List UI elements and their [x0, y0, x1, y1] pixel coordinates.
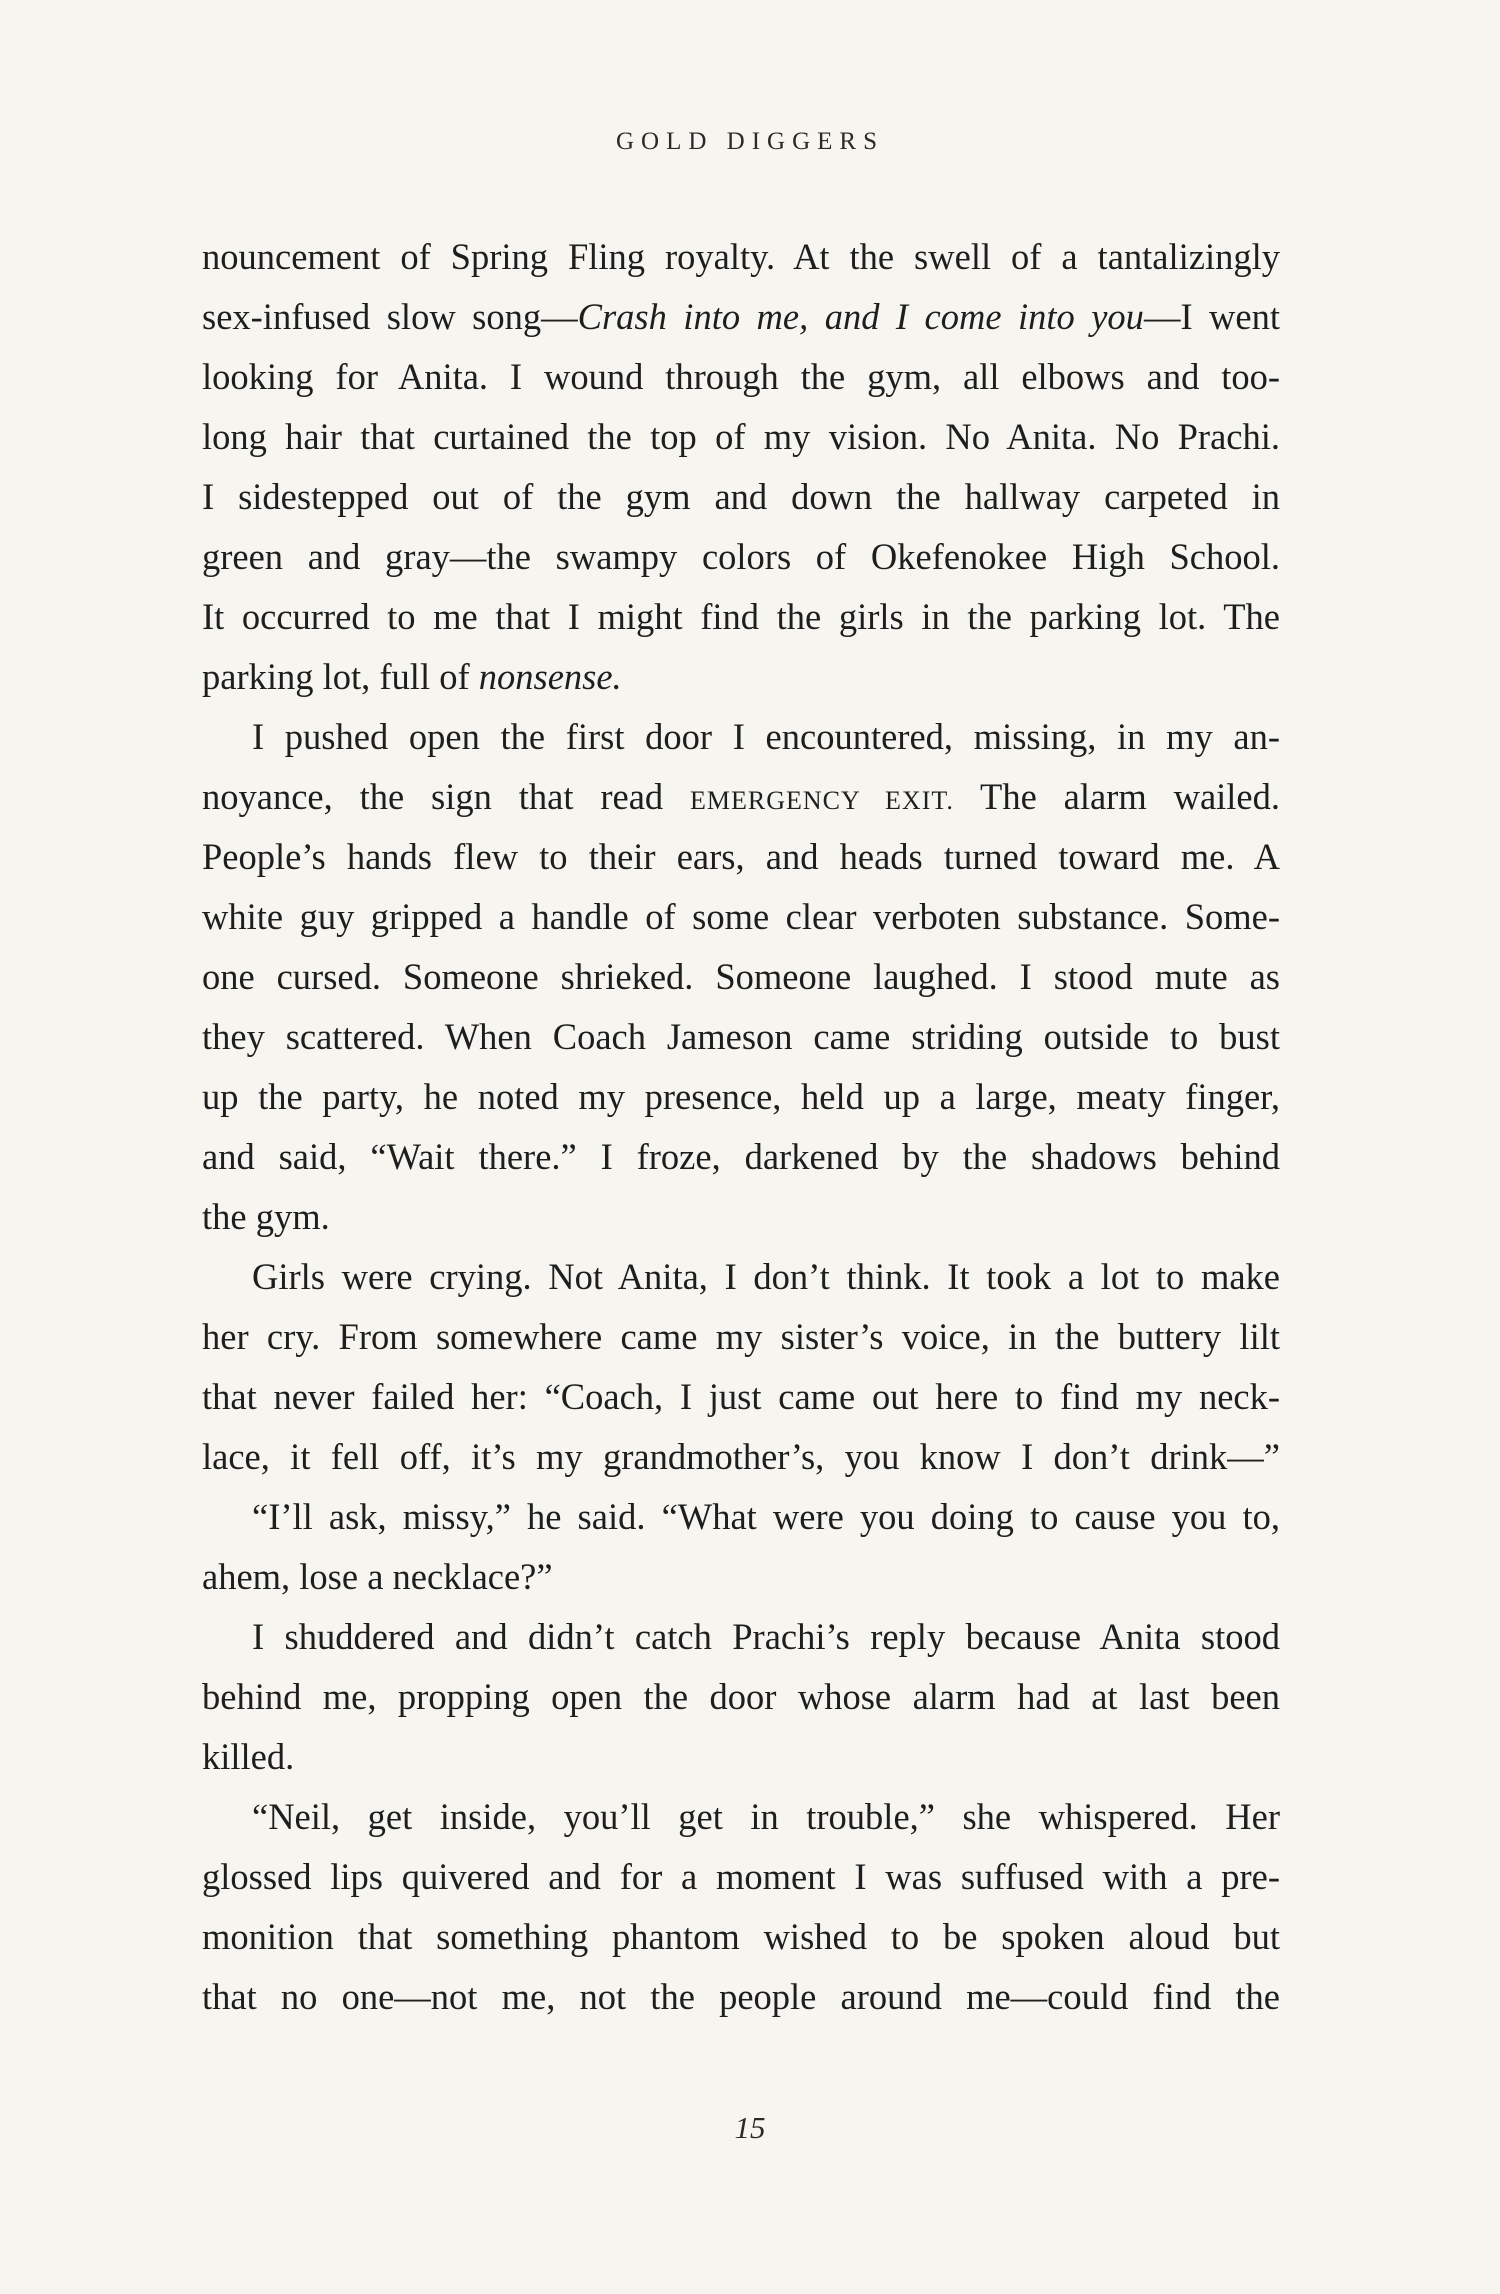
text-line: monition that something phantom wished to be spoken aloud but [202, 1916, 1280, 1957]
text-line: behind me, propping open the door whose alarm had at last been [202, 1676, 1280, 1717]
text-line: I shuddered and didn’t catch Prachi’s reply because Anita stood [252, 1616, 1280, 1657]
italic-word: nonsense. [478, 656, 622, 697]
text-line [202, 292, 1280, 342]
text-line: looking for Anita. I wound through the gym, all elbows and too- [202, 356, 1280, 397]
text-line: the gym. [202, 1196, 330, 1237]
text-line: that never failed her: “Coach, I just came out here to find my neck- [202, 1376, 1280, 1417]
text-line: killed. [202, 1736, 295, 1777]
text-line: I pushed open the first door I encountered, missing, in my an- [252, 716, 1280, 757]
text-line: glossed lips quivered and for a moment I was suffused with a pre- [202, 1856, 1280, 1897]
text-line: white guy gripped a handle of some clear verboten substance. Some- [202, 896, 1280, 937]
text-line: lace, it fell off, it’s my grandmother’s, you know I don’t drink—” [202, 1436, 1280, 1477]
text-line: nouncement of Spring Fling royalty. At the swell of a tantalizingly [202, 236, 1280, 277]
page-number: 15 [734, 2110, 766, 2145]
sign-text: EMERGENCY EXIT. [690, 786, 954, 815]
text-span: parking lot, full of [202, 656, 479, 697]
text-line: Girls were crying. Not Anita, I don’t think. It took a lot to make [252, 1256, 1280, 1297]
text-line: and said, “Wait there.” I froze, darkened by the shadows behind [202, 1136, 1280, 1177]
text-span: The alarm wailed. [953, 776, 1280, 817]
text-line: her cry. From somewhere came my sister’s voice, in the buttery lilt [202, 1316, 1280, 1357]
text-line: green and gray—the swampy colors of Okefenokee High School. [202, 536, 1280, 577]
text-line: “Neil, get inside, you’ll get in trouble,” she whispered. Her [252, 1796, 1280, 1837]
song-lyric: Crash into me, and I come into you [577, 296, 1144, 337]
text-line: I sidestepped out of the gym and down the hallway carpeted in [202, 476, 1280, 517]
text-line [202, 772, 1280, 826]
text-line [202, 652, 1280, 702]
text-line: It occurred to me that I might find the girls in the parking lot. The [202, 596, 1280, 637]
running-head: GOLD DIGGERS [615, 128, 885, 155]
text-line: one cursed. Someone shrieked. Someone laughed. I stood mute as [202, 956, 1280, 997]
text-line: ahem, lose a necklace?” [202, 1556, 553, 1597]
text-span: sex-infused slow song— [202, 296, 578, 337]
text-span: noyance, the sign that read [202, 776, 690, 817]
text-line: long hair that curtained the top of my vision. No Anita. No Prachi. [202, 416, 1280, 457]
text-line: People’s hands flew to their ears, and heads turned toward me. A [202, 836, 1280, 877]
text-span: —I went [1143, 296, 1281, 337]
text-line: that no one—not me, not the people around me—could find the [202, 1976, 1280, 2017]
text-line: up the party, he noted my presence, held up a large, meaty finger, [202, 1076, 1280, 1117]
text-line: “I’ll ask, missy,” he said. “What were you doing to cause you to, [252, 1496, 1280, 1537]
text-line: they scattered. When Coach Jameson came striding outside to bust [202, 1016, 1280, 1057]
